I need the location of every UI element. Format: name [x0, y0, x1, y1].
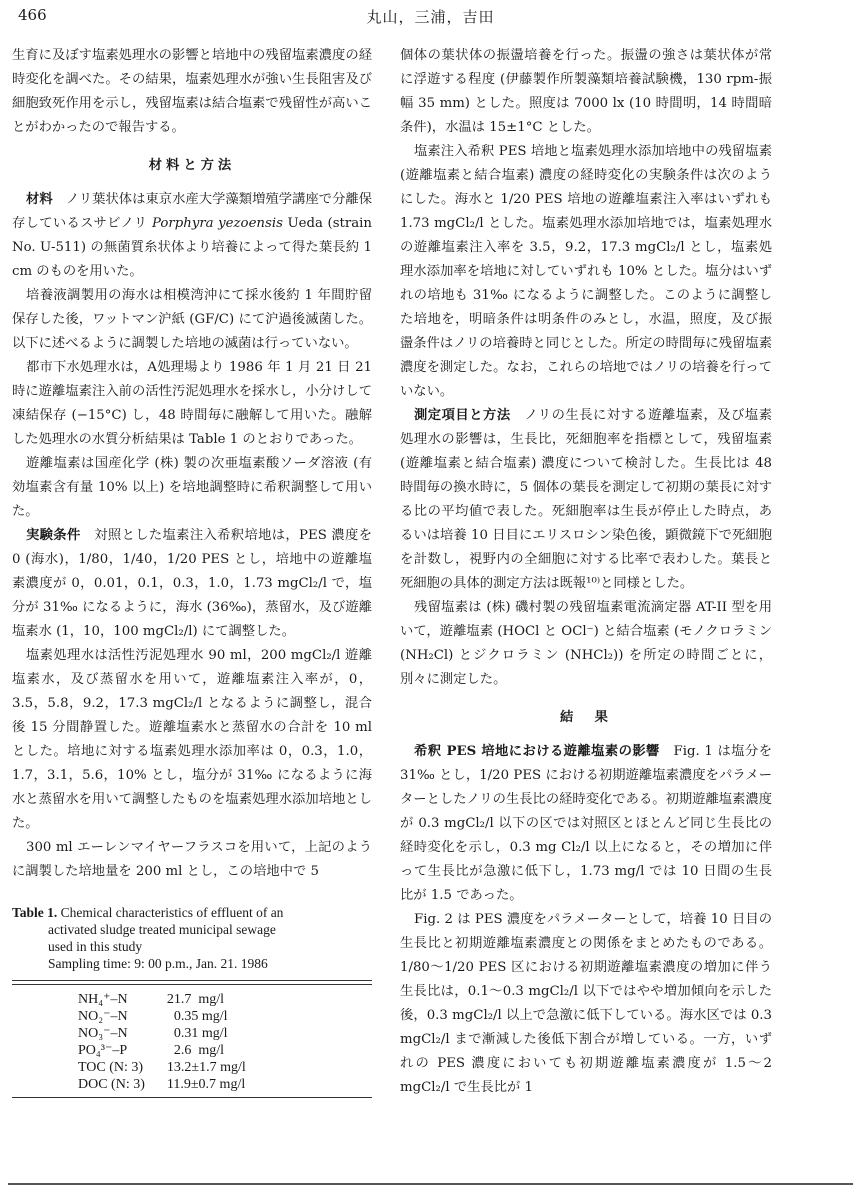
residual-chlorine-conditions-paragraph: 塩素注入希釈 PES 培地と塩素処理水添加培地中の残留塩素 (遊離塩素と結合塩素) 濃度の経時変化の実験条件は次のようにした。海水と 1/20 PES 培地の遊離塩素注入率はいずれも 1.73 mgCl₂/l とした。塩素処理水添加培地では，塩素処理水の遊離塩素注入率を 3.5，9.2，17.3 mgCl₂/l とし，塩素処理水添加率を培地に対していずれも 10% とした。塩分はいずれの培地も 31‰ になるように調整した。このように調整した培地を，明暗条件は明条件のみとし，水温，照度，及び振盪条件はノリの培養時と同じとした。所定の時間毎に残留塩素濃度を測定した。なお，これらの培地ではノリの培養を行っていない。	[400, 144, 772, 399]
results-fig1-text: Fig. 1 は塩分を 31‰ とし，1/20 PES における初期遊離塩素濃度をパラメーターとしたノリの生長比の経時変化である。初期遊離塩素濃度が 0.3 mgCl₂/l 以下の区では対照区とほとんど同じ生長比の経時変化を示し，0.3 mg Cl₂/l 以上になると，その増加に伴って生長比が急激に低下し，1.73 mg/l では 10 日間の生長比が 1.5 であった。	[400, 744, 772, 903]
running-header	[0, 6, 861, 30]
treated-water-paragraph: 塩素処理水は活性汚泥処理水 90 ml，200 mgCl₂/l 遊離塩素水，及び蒸留水を用いて，遊離塩素注入率が，0，3.5，5.8，9.2，17.3 mgCl₂/l となるように調整し，混合後 15 分間静置した。遊離塩素水と蒸留水の合計を 10 ml とした。培地に対する塩素処理水添加率は 0，0.3，1.0，1.7，3.1，5.6，10% とし，塩分が 31‰ になるように海水と蒸留水を用いて調整したものを塩素処理水添加培地とした。	[12, 648, 372, 831]
chemical-table	[78, 991, 256, 1093]
table-cell-value: 2.6 mg/l	[166, 1043, 225, 1058]
table-cell-value: 13.2±1.7 mg/l	[166, 1060, 246, 1075]
chlorine-paragraph: 遊離塩素は国産化学 (株) 製の次亜塩素酸ソーダ溶液 (有効塩素含有量 10% 以上) を培地調整時に希釈調整して用いた。	[12, 456, 372, 519]
table-cell-parameter: DOC (N: 3)	[78, 1077, 145, 1092]
table-bottom-rule	[12, 1097, 372, 1098]
right-column	[400, 44, 772, 1100]
table-row	[78, 991, 256, 1008]
materials-label: 材料	[26, 192, 53, 207]
table-caption-line2: activated sludge treated municipal sewage	[48, 922, 276, 937]
table-row	[78, 1076, 256, 1093]
materials-paragraph	[12, 188, 372, 284]
measurement-paragraph	[400, 404, 772, 596]
table-row	[78, 1025, 256, 1042]
table-cell-value: 0.35 mg/l	[166, 1009, 228, 1024]
table-row	[78, 1008, 256, 1025]
running-authors: 丸山，三浦，吉田	[366, 8, 495, 26]
table-cell-value: 11.9±0.7 mg/l	[166, 1077, 246, 1092]
seawater-paragraph: 培養液調製用の海水は相模湾沖にて採水後約 1 年間貯留保存した後，ワットマン沪紙 (GF/C) にて沪過後滅菌した。以下に述べるように調製した培地の滅菌は行っていない。	[12, 288, 372, 351]
flask-paragraph: 300 ml エーレンマイヤーフラスコを用いて，上記のように調製した培地量を 200 ml とし，この培地中で 5	[12, 840, 372, 879]
table-row	[78, 1042, 256, 1059]
table-cell-value: 0.31 mg/l	[166, 1026, 228, 1041]
measurement-label: 測定項目と方法	[414, 408, 511, 423]
results-fig1-paragraph	[400, 740, 772, 908]
section-heading-methods: 材料と方法	[148, 158, 236, 173]
conditions-label: 実験条件	[26, 528, 81, 543]
titrator-paragraph: 残留塩素は (株) 磯村製の残留塩素電流滴定器 AT-II 型を用いて，遊離塩素 (HOCl と OCl⁻) と結合塩素 (モノクロラミン (NH₂Cl) とジクロラミン (NHCl₂)) を所定の時間ごとに，別々に測定した。	[400, 600, 772, 687]
intro-paragraph-end: 生育に及ぼす塩素処理水の影響と培地中の残留塩素濃度の経時変化を調べた。その結果，塩素処理水が強い生長阻害及び細胞致死作用を示し，残留塩素は結合塩素で残留性が高いことがわかったので報告する。	[12, 48, 372, 135]
table-sampling-time: Sampling time: 9: 00 p.m., Jan. 21. 1986	[48, 956, 268, 971]
table-caption-line1: Chemical characteristics of effluent of an	[60, 905, 284, 920]
results-fig2-paragraph: Fig. 2 は PES 濃度をパラメーターとして，培養 10 日目の生長比と初期遊離塩素濃度との関係をまとめたものである。1/80～1/20 PES 区における初期遊離塩素濃度の増加に伴う生長比は，0.1～0.3 mgCl₂/l 以下ではやや増加傾向を示した後，0.3 mgCl₂/l 以上で急激に低下している。海水区では 0.3 mgCl₂/l まで漸減した後低下割合が増している。一方，いずれの PES 濃度においても初期遊離塩素濃度が 1.5～2 mgCl₂/l で生長比が 1	[400, 912, 772, 1095]
table-cell-value: 21.7 mg/l	[166, 992, 225, 1007]
table-caption-line3: used in this study	[48, 939, 143, 954]
table-cell-parameter: TOC (N: 3)	[78, 1060, 144, 1075]
materials-text-b: Ueda (strain No. U-511) の無菌質糸状体より培養によって得た葉長約 1 cm のものを用いた。	[12, 216, 373, 279]
section-heading-results: 結 果	[560, 710, 612, 725]
materials-text-a: ノリ葉状体は東京水産大学藻類増殖学講座で分離保存しているスサビノリ	[12, 192, 373, 231]
table-row	[78, 1059, 256, 1076]
conditions-paragraph	[12, 524, 372, 644]
page-number: 466	[18, 6, 47, 24]
sewage-paragraph: 都市下水処理水は，A処理場より 1986 年 1 月 21 日 21 時に遊離塩素注入前の活性汚泥処理水を採水し，小分けして凍結保存 (−15°C) し，48 時間毎に融解して用いた。融解した処理水の水質分析結果は Table 1 のとおりであった。	[12, 360, 372, 447]
shaking-paragraph: 個体の葉状体の振盪培養を行った。振盪の強さは葉状体が常に浮遊する程度 (伊藤製作所製藻類培養試験機，130 rpm-振幅 35 mm) とした。照度は 7000 lx (10 時間明，14 時間暗条件)，水温は 15±1°C とした。	[400, 48, 772, 135]
table-cell-parameter: PO₄³⁻–P	[78, 1043, 128, 1058]
table-cell-parameter: NO₂⁻–N	[78, 1009, 128, 1024]
table-caption	[12, 904, 372, 972]
table-top-rule-thin	[12, 984, 372, 985]
conditions-text: 対照とした塩素注入希釈培地は，PES 濃度を 0 (海水)，1/80，1/40，1/20 PES とし，培地中の遊離塩素濃度が 0，0.01，0.1，0.3，1.0，1.73 mgCl₂/l で，塩分が 31‰ になるように，海水 (36‰)，蒸留水，及び遊離塩素水 (1，10，100 mgCl₂/l) にて調整した。	[12, 528, 372, 639]
results-label: 希釈 PES 培地における遊離塩素の影響	[414, 744, 660, 759]
table-cell-parameter: NO₃⁻–N	[78, 1026, 128, 1041]
left-column	[12, 44, 372, 1098]
page-bottom-rule	[8, 1183, 853, 1185]
table-cell-parameter: NH₄⁺–N	[78, 992, 128, 1007]
measurement-text: ノリの生長に対する遊離塩素，及び塩素処理水の影響は，生長比，死細胞率を指標として，残留塩素 (遊離塩素と結合塩素) 濃度について検討した。生長比は 48 時間毎の換水時に，5 個体の葉長を測定して初期の葉長に対する比の平均値で表した。死細胞率は生長が停止した時点，あるいは培養 10 日目にエリスロシン染色後，顕微鏡下で死細胞を計数し，視野内の全細胞に対する比率で表わした。葉長と死細胞の具体的測定方法は既報¹⁰⁾と同様とした。	[400, 408, 773, 591]
species-name: Porphyra yezoensis	[151, 216, 283, 231]
table-top-rule	[12, 980, 372, 981]
table-title: Table 1.	[12, 905, 58, 920]
